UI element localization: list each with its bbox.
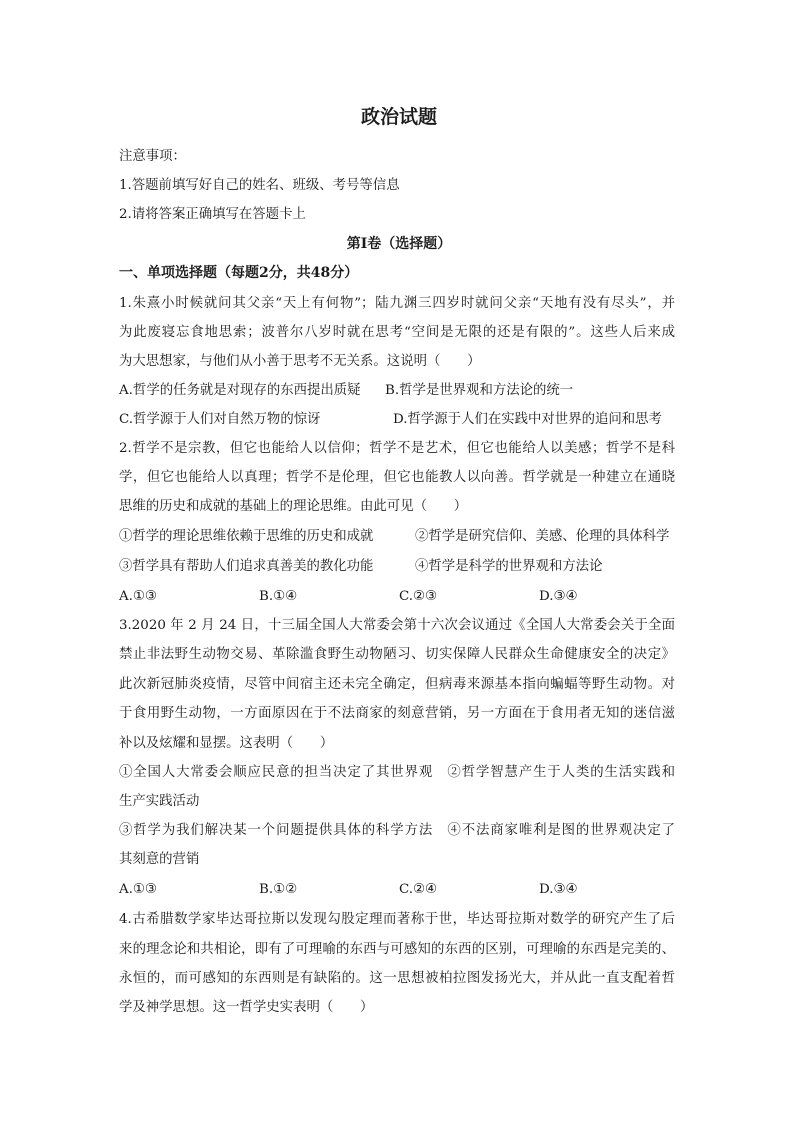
- volume-title: 第I卷（选择题）: [346, 236, 452, 252]
- page-title: 政治试题: [360, 106, 437, 128]
- question-line: 永恒的，而可感知的东西则是有缺陷的。这一思想被柏拉图发扬光大，并从此一直支配着哲: [119, 971, 675, 986]
- question-line: 此次新冠肺炎疫情，尽管中间宿主还未完全确定，但病毒来源基本指向蝙蝠等野生动物。对: [119, 677, 675, 692]
- question-line: 于食用野生动物，一方面原因在于不法商家的刻意营销，另一方面在于食用者无知的迷信滋: [119, 706, 675, 721]
- question-line: 为大思想家，与他们从小善于思考不无关系。这说明（ ）: [119, 354, 481, 369]
- question-line: 学，但它也能给人以真理；哲学不是伦理，但它也能教人以向善。哲学就是一种建立在通晓: [119, 470, 675, 485]
- option-a[interactable]: A.①③: [119, 882, 157, 897]
- option-d[interactable]: D.③④: [539, 589, 578, 604]
- option-a[interactable]: A.①③: [119, 589, 157, 604]
- option-b[interactable]: B.哲学是世界观和方法论的统一: [385, 383, 574, 398]
- option-c[interactable]: C.②④: [399, 882, 438, 897]
- statement: ①哲学的理论思维依赖于思维的历史和成就: [119, 529, 374, 544]
- statement: ①全国人大常委会顺应民意的担当决定了其世界观 ②哲学智慧产生于人类的生活实践和: [119, 765, 675, 780]
- notice-heading: 注意事项：: [119, 149, 186, 164]
- option-c[interactable]: C.②③: [399, 589, 438, 604]
- notice-item: 2.请将答案正确填写在答题卡上: [119, 207, 306, 222]
- statement: 生产实践活动: [119, 794, 200, 809]
- question-line: 来的理念论和共相论，即有了可理喻的东西与可感知的东西的区别，可理喻的东西是完美的、: [119, 942, 675, 957]
- statement: ③哲学为我们解决某一个问题提供具体的科学方法 ④不法商家唯利是图的世界观决定了: [119, 823, 675, 838]
- option-a[interactable]: A.哲学的任务就是对现存的东西提出质疑: [119, 383, 361, 398]
- question-line: 1.朱熹小时候就问其父亲“天上有何物”；陆九渊三四岁时就问父亲“天地有没有尽头”，并: [119, 296, 675, 311]
- statement: 其刻意的营销: [119, 852, 200, 867]
- option-d[interactable]: D.③④: [539, 882, 578, 897]
- option-b[interactable]: B.①②: [259, 882, 298, 897]
- question-line: 为此废寝忘食地思索；波普尔八岁时就在思考“空间是无限的还是有限的”。这些人后来成: [119, 325, 675, 340]
- question-line: 4.古希腊数学家毕达哥拉斯以发现勾股定理而著称于世，毕达哥拉斯对数学的研究产生了后: [119, 912, 675, 927]
- option-d[interactable]: D.哲学源于人们在实践中对世界的追问和思考: [393, 412, 662, 427]
- notice-item: 1.答题前填写好自己的姓名、班级、考号等信息: [119, 178, 400, 193]
- question-line: 2.哲学不是宗教，但它也能给人以信仰；哲学不是艺术，但它也能给人以美感；哲学不是科: [119, 441, 675, 456]
- question-line: 补以及炫耀和显摆。这表明（ ）: [119, 736, 334, 751]
- option-b[interactable]: B.①④: [259, 589, 298, 604]
- statement: ②哲学是研究信仰、美感、伦理的具体科学: [415, 529, 670, 544]
- statement: ③哲学具有帮助人们追求真善美的教化功能: [119, 559, 374, 574]
- question-line: 思维的历史和成就的基础上的理论思维。由此可见（ ）: [119, 499, 468, 514]
- question-line: 学及神学思想。这一哲学史实表明（ ）: [119, 1000, 374, 1015]
- option-c[interactable]: C.哲学源于人们对自然万物的惊讶: [119, 412, 321, 427]
- question-line: 3.2020 年 2 月 24 日，十三届全国人大常委会第十六次会议通过《全国人大常委会关于全面: [119, 618, 675, 633]
- question-line: 禁止非法野生动物交易、革除滥食野生动物陋习、切实保障人民群众生命健康安全的决定》: [119, 647, 675, 662]
- statement: ④哲学是科学的世界观和方法论: [415, 559, 603, 574]
- section-title: 一、单项选择题（每题2分，共48分）: [119, 265, 359, 281]
